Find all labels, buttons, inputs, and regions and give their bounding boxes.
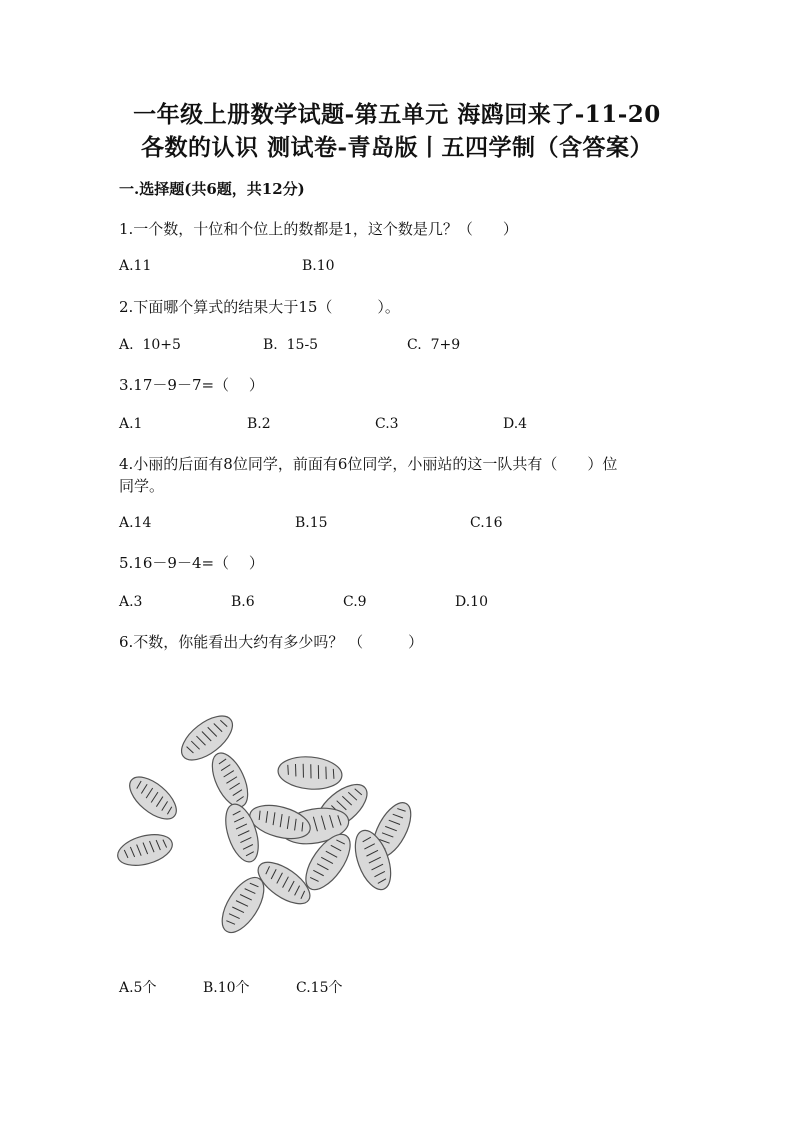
question-4-line-1: 4.小丽的后面有8位同学，前面有6位同学，小丽站的这一队共有（ ）位 (119, 455, 618, 473)
question-3-options (119, 416, 679, 436)
option-b[interactable]: B. 15-5 (263, 337, 319, 353)
question-5-options (119, 594, 679, 614)
question-2: 2.下面哪个算式的结果大于15（ ）。 (119, 298, 400, 316)
option-d[interactable]: D.10 (455, 594, 488, 610)
question-4-line-2: 同学。 (119, 477, 165, 495)
option-a[interactable]: A. 10+5 (119, 337, 181, 353)
question-1: 1.一个数，十位和个位上的数都是1，这个数是几？（ ） (119, 220, 518, 238)
question-1-options (119, 258, 679, 278)
question-3: 3.17－9－7=（ ） (119, 376, 264, 394)
seed-2 (123, 769, 184, 826)
question-2-options (119, 337, 679, 357)
option-a[interactable]: A.3 (119, 594, 143, 610)
seed-4 (205, 748, 255, 812)
option-a[interactable]: A.1 (119, 416, 143, 432)
seeds-illustration (110, 700, 440, 940)
page-title-line-1: 一年级上册数学试题-第五单元 海鸥回来了-11-20 (133, 101, 661, 128)
question-5: 5.16－9－4=（ ） (119, 554, 264, 572)
option-b[interactable]: B.15 (295, 515, 328, 531)
page-title-line-2: 各数的认识 测试卷-青岛版丨五四学制（含答案） (140, 134, 654, 161)
option-c[interactable]: C.15个 (296, 980, 343, 996)
seed-3 (114, 829, 175, 871)
option-b[interactable]: B.6 (231, 594, 255, 610)
question-6-options (119, 977, 679, 997)
option-b[interactable]: B.10 (302, 258, 335, 274)
option-a[interactable]: A.11 (119, 258, 152, 274)
question-4-options (119, 515, 679, 535)
option-c[interactable]: C.3 (375, 416, 399, 432)
option-a[interactable]: A.5个 (119, 980, 157, 996)
option-b[interactable]: B.2 (247, 416, 271, 432)
option-b[interactable]: B.10个 (203, 980, 250, 996)
option-d[interactable]: D.4 (503, 416, 528, 432)
question-4 (119, 453, 679, 497)
section-heading: 一.选择题(共6题，共12分) (119, 180, 305, 198)
option-c[interactable]: C.9 (343, 594, 367, 610)
option-c[interactable]: C.16 (470, 515, 503, 531)
option-c[interactable]: C. 7+9 (407, 337, 461, 353)
question-6: 6.不数，你能看出大约有多少吗？ （ ） (119, 633, 424, 651)
option-a[interactable]: A.14 (119, 515, 152, 531)
seed-5 (277, 754, 344, 791)
